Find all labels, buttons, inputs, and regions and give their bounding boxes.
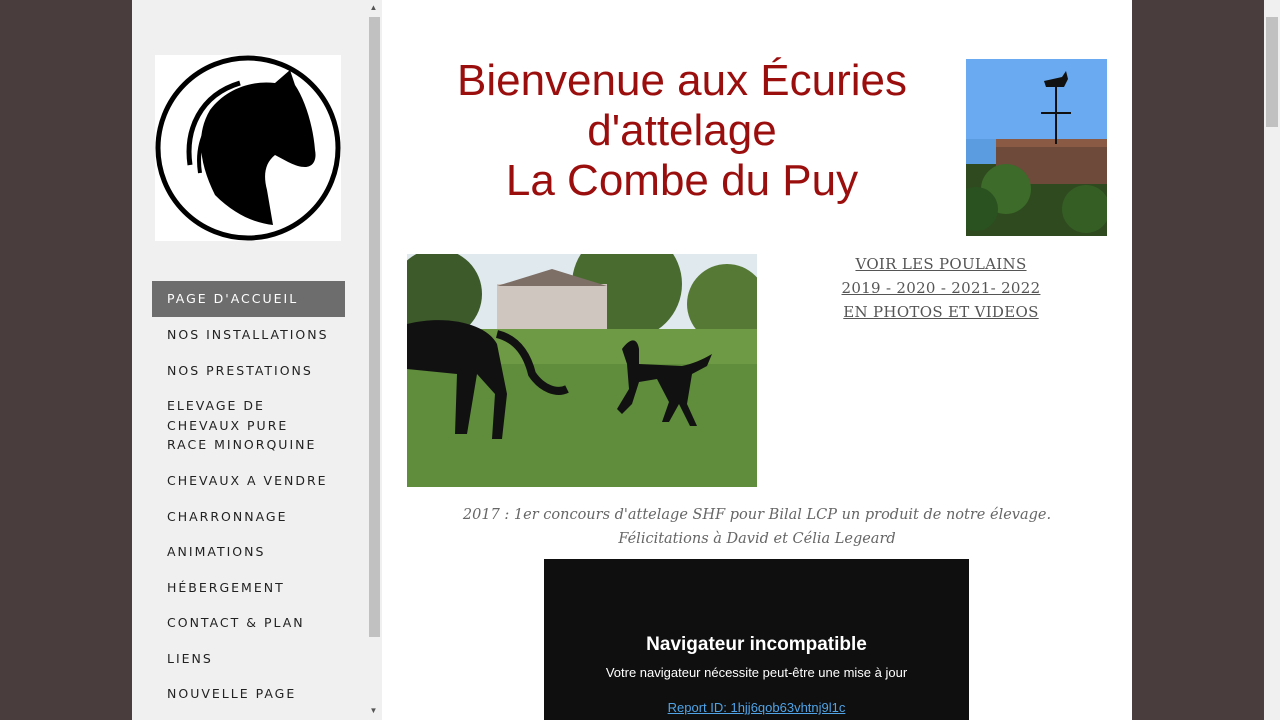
- horse-head-logo-icon: [155, 55, 341, 241]
- photo-caption: [432, 503, 1082, 551]
- title-line: La Combe du Puy: [505, 156, 859, 205]
- nav-label: CHARRONNAGE: [167, 508, 288, 524]
- nav-label: ELEVAGE DE CHEVAUX PURE RACE MINORQUINE: [167, 398, 317, 453]
- caption-line: Félicitations à David et Célia Legeard: [618, 531, 896, 547]
- nav-item-contact[interactable]: [152, 605, 345, 641]
- nav-item-chevaux-vendre[interactable]: [152, 463, 345, 499]
- nav-label: NOS INSTALLATIONS: [167, 327, 329, 342]
- page-scroll-thumb[interactable]: [1266, 17, 1278, 127]
- nav-item-hebergement[interactable]: [152, 570, 345, 606]
- sidebar-scrollbar[interactable]: [366, 0, 381, 720]
- weathervane-image: [966, 59, 1107, 236]
- nav-label: NOUVELLE PAGE: [167, 686, 297, 701]
- horses-image: [407, 254, 757, 487]
- years-link[interactable]: 2019 - 2020 - 2021- 2022: [841, 279, 1041, 297]
- site-logo[interactable]: [155, 55, 341, 241]
- nav-item-elevage[interactable]: [152, 388, 345, 463]
- video-error-title: Navigateur incompatible: [646, 634, 867, 655]
- nav-label: PAGE D'ACCUEIL: [167, 291, 299, 307]
- sidebar-scroll-thumb[interactable]: [369, 17, 380, 637]
- main-content: [382, 0, 1132, 720]
- foals-links: [802, 252, 1080, 324]
- nav-label: CONTACT & PLAN: [167, 615, 305, 630]
- main-navigation: [152, 281, 345, 712]
- nav-item-charronnage[interactable]: [152, 499, 345, 535]
- nav-label: HÉBERGEMENT: [167, 579, 285, 595]
- video-error-message: Votre navigateur nécessite peut-être une mise à jour: [605, 665, 908, 680]
- scroll-up-arrow-icon[interactable]: ▲: [369, 3, 378, 12]
- nav-item-liens[interactable]: [152, 641, 345, 677]
- page-title: [422, 56, 942, 206]
- nav-item-nouvelle-page[interactable]: [152, 676, 345, 712]
- page-scrollbar[interactable]: [1264, 0, 1280, 720]
- nav-label: ANIMATIONS: [167, 544, 266, 559]
- sidebar: [132, 0, 382, 720]
- voir-poulains-link[interactable]: VOIR LES POULAINS: [855, 255, 1027, 273]
- nav-item-installations[interactable]: [152, 317, 345, 353]
- nav-label: NOS PRESTATIONS: [167, 362, 313, 378]
- weathervane-photo: [966, 59, 1107, 236]
- nav-item-prestations[interactable]: [152, 353, 345, 389]
- video-embed[interactable]: [544, 559, 969, 720]
- nav-item-animations[interactable]: [152, 534, 345, 570]
- horses-photo: [407, 254, 757, 487]
- report-id-link[interactable]: Report ID: 1hjj6qob63vhtnj9l1c: [667, 700, 846, 715]
- nav-item-accueil[interactable]: [152, 281, 345, 317]
- title-line: Bienvenue aux Écuries: [456, 56, 908, 105]
- photos-videos-link[interactable]: EN PHOTOS ET VIDEOS: [843, 303, 1039, 321]
- page-container: [132, 0, 1132, 720]
- caption-line: 2017 : 1er concours d'attelage SHF pour Bilal LCP un produit de notre élevage.: [462, 507, 1052, 523]
- nav-label: LIENS: [167, 650, 213, 666]
- nav-label: CHEVAUX A VENDRE: [167, 473, 328, 488]
- scroll-down-arrow-icon[interactable]: ▼: [369, 706, 378, 715]
- title-line: d'attelage: [587, 106, 777, 155]
